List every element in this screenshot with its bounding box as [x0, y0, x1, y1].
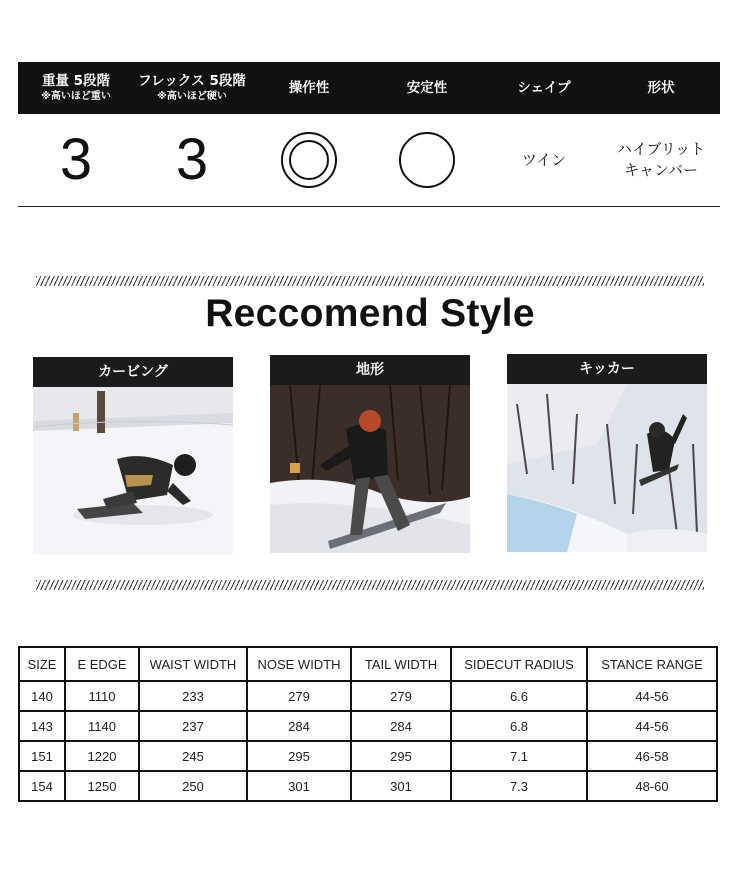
cell-nose-width: 295 — [247, 741, 351, 771]
kicker-photo — [507, 384, 707, 552]
weight-value: 3 — [59, 127, 93, 192]
cell-sidecut-radius: 7.1 — [451, 741, 587, 771]
hatch-divider-top — [36, 276, 704, 286]
size-table — [18, 646, 718, 802]
header-waist-width: WAIST WIDTH — [139, 647, 247, 681]
cell-e-edge: 1220 — [65, 741, 139, 771]
spec-value-row — [18, 114, 720, 207]
spec-table — [18, 62, 720, 207]
cell-e-edge: 1110 — [65, 681, 139, 711]
cell-sidecut-radius: 7.3 — [451, 771, 587, 801]
style-card-kicker — [507, 354, 707, 552]
cell-nose-width: 284 — [247, 711, 351, 741]
cell-stance-range: 44-56 — [587, 681, 717, 711]
cell-waist-width: 237 — [139, 711, 247, 741]
cell-size: 140 — [19, 681, 65, 711]
header-tail-width: TAIL WIDTH — [351, 647, 451, 681]
double-circle-icon — [279, 130, 339, 190]
spec-header-shape: シェイプ — [517, 79, 571, 96]
cell-sidecut-radius: 6.6 — [451, 681, 587, 711]
cell-size: 151 — [19, 741, 65, 771]
hatch-divider-bottom — [36, 580, 704, 590]
header-stance-range: STANCE RANGE — [587, 647, 717, 681]
shape-value: ツイン — [521, 150, 567, 169]
cell-nose-width: 301 — [247, 771, 351, 801]
cell-e-edge: 1140 — [65, 711, 139, 741]
style-label-kicker: キッカー — [507, 354, 707, 384]
cell-tail-width: 284 — [351, 711, 451, 741]
cell-tail-width: 301 — [351, 771, 451, 801]
header-e-edge: E EDGE — [65, 647, 139, 681]
flex-value: 3 — [175, 127, 209, 192]
cell-waist-width: 250 — [139, 771, 247, 801]
terrain-photo — [270, 385, 470, 553]
spec-header-weight: 重量 5段階 ※高いほど重い — [41, 73, 111, 102]
style-card-terrain — [270, 355, 470, 553]
size-table-header-row — [19, 647, 717, 681]
cell-stance-range: 48-60 — [587, 771, 717, 801]
cell-stance-range: 46-58 — [587, 741, 717, 771]
table-row — [19, 711, 717, 741]
spec-header-operability: 操作性 — [288, 79, 330, 96]
header-size: SIZE — [19, 647, 65, 681]
header-sidecut-radius: SIDECUT RADIUS — [451, 647, 587, 681]
spec-header-stability: 安定性 — [406, 79, 448, 96]
table-row — [19, 741, 717, 771]
cell-size: 143 — [19, 711, 65, 741]
cell-size: 154 — [19, 771, 65, 801]
cell-nose-width: 279 — [247, 681, 351, 711]
cell-tail-width: 279 — [351, 681, 451, 711]
style-label-terrain: 地形 — [270, 355, 470, 385]
style-card-carving — [33, 357, 233, 555]
carving-photo — [33, 387, 233, 555]
spec-header-profile: 形状 — [647, 79, 675, 96]
circle-icon — [397, 130, 457, 190]
cell-stance-range: 44-56 — [587, 711, 717, 741]
spec-header-flex: フレックス 5段階 ※高いほど硬い — [138, 73, 246, 102]
profile-value: ハイブリット キャンバー — [616, 140, 706, 179]
cell-waist-width: 233 — [139, 681, 247, 711]
cell-e-edge: 1250 — [65, 771, 139, 801]
header-nose-width: NOSE WIDTH — [247, 647, 351, 681]
table-row — [19, 681, 717, 711]
cell-tail-width: 295 — [351, 741, 451, 771]
spec-header-row — [18, 62, 720, 114]
cell-waist-width: 245 — [139, 741, 247, 771]
table-row — [19, 771, 717, 801]
recommend-title: Reccomend Style — [205, 292, 535, 335]
style-label-carving: カービング — [33, 357, 233, 387]
cell-sidecut-radius: 6.8 — [451, 711, 587, 741]
